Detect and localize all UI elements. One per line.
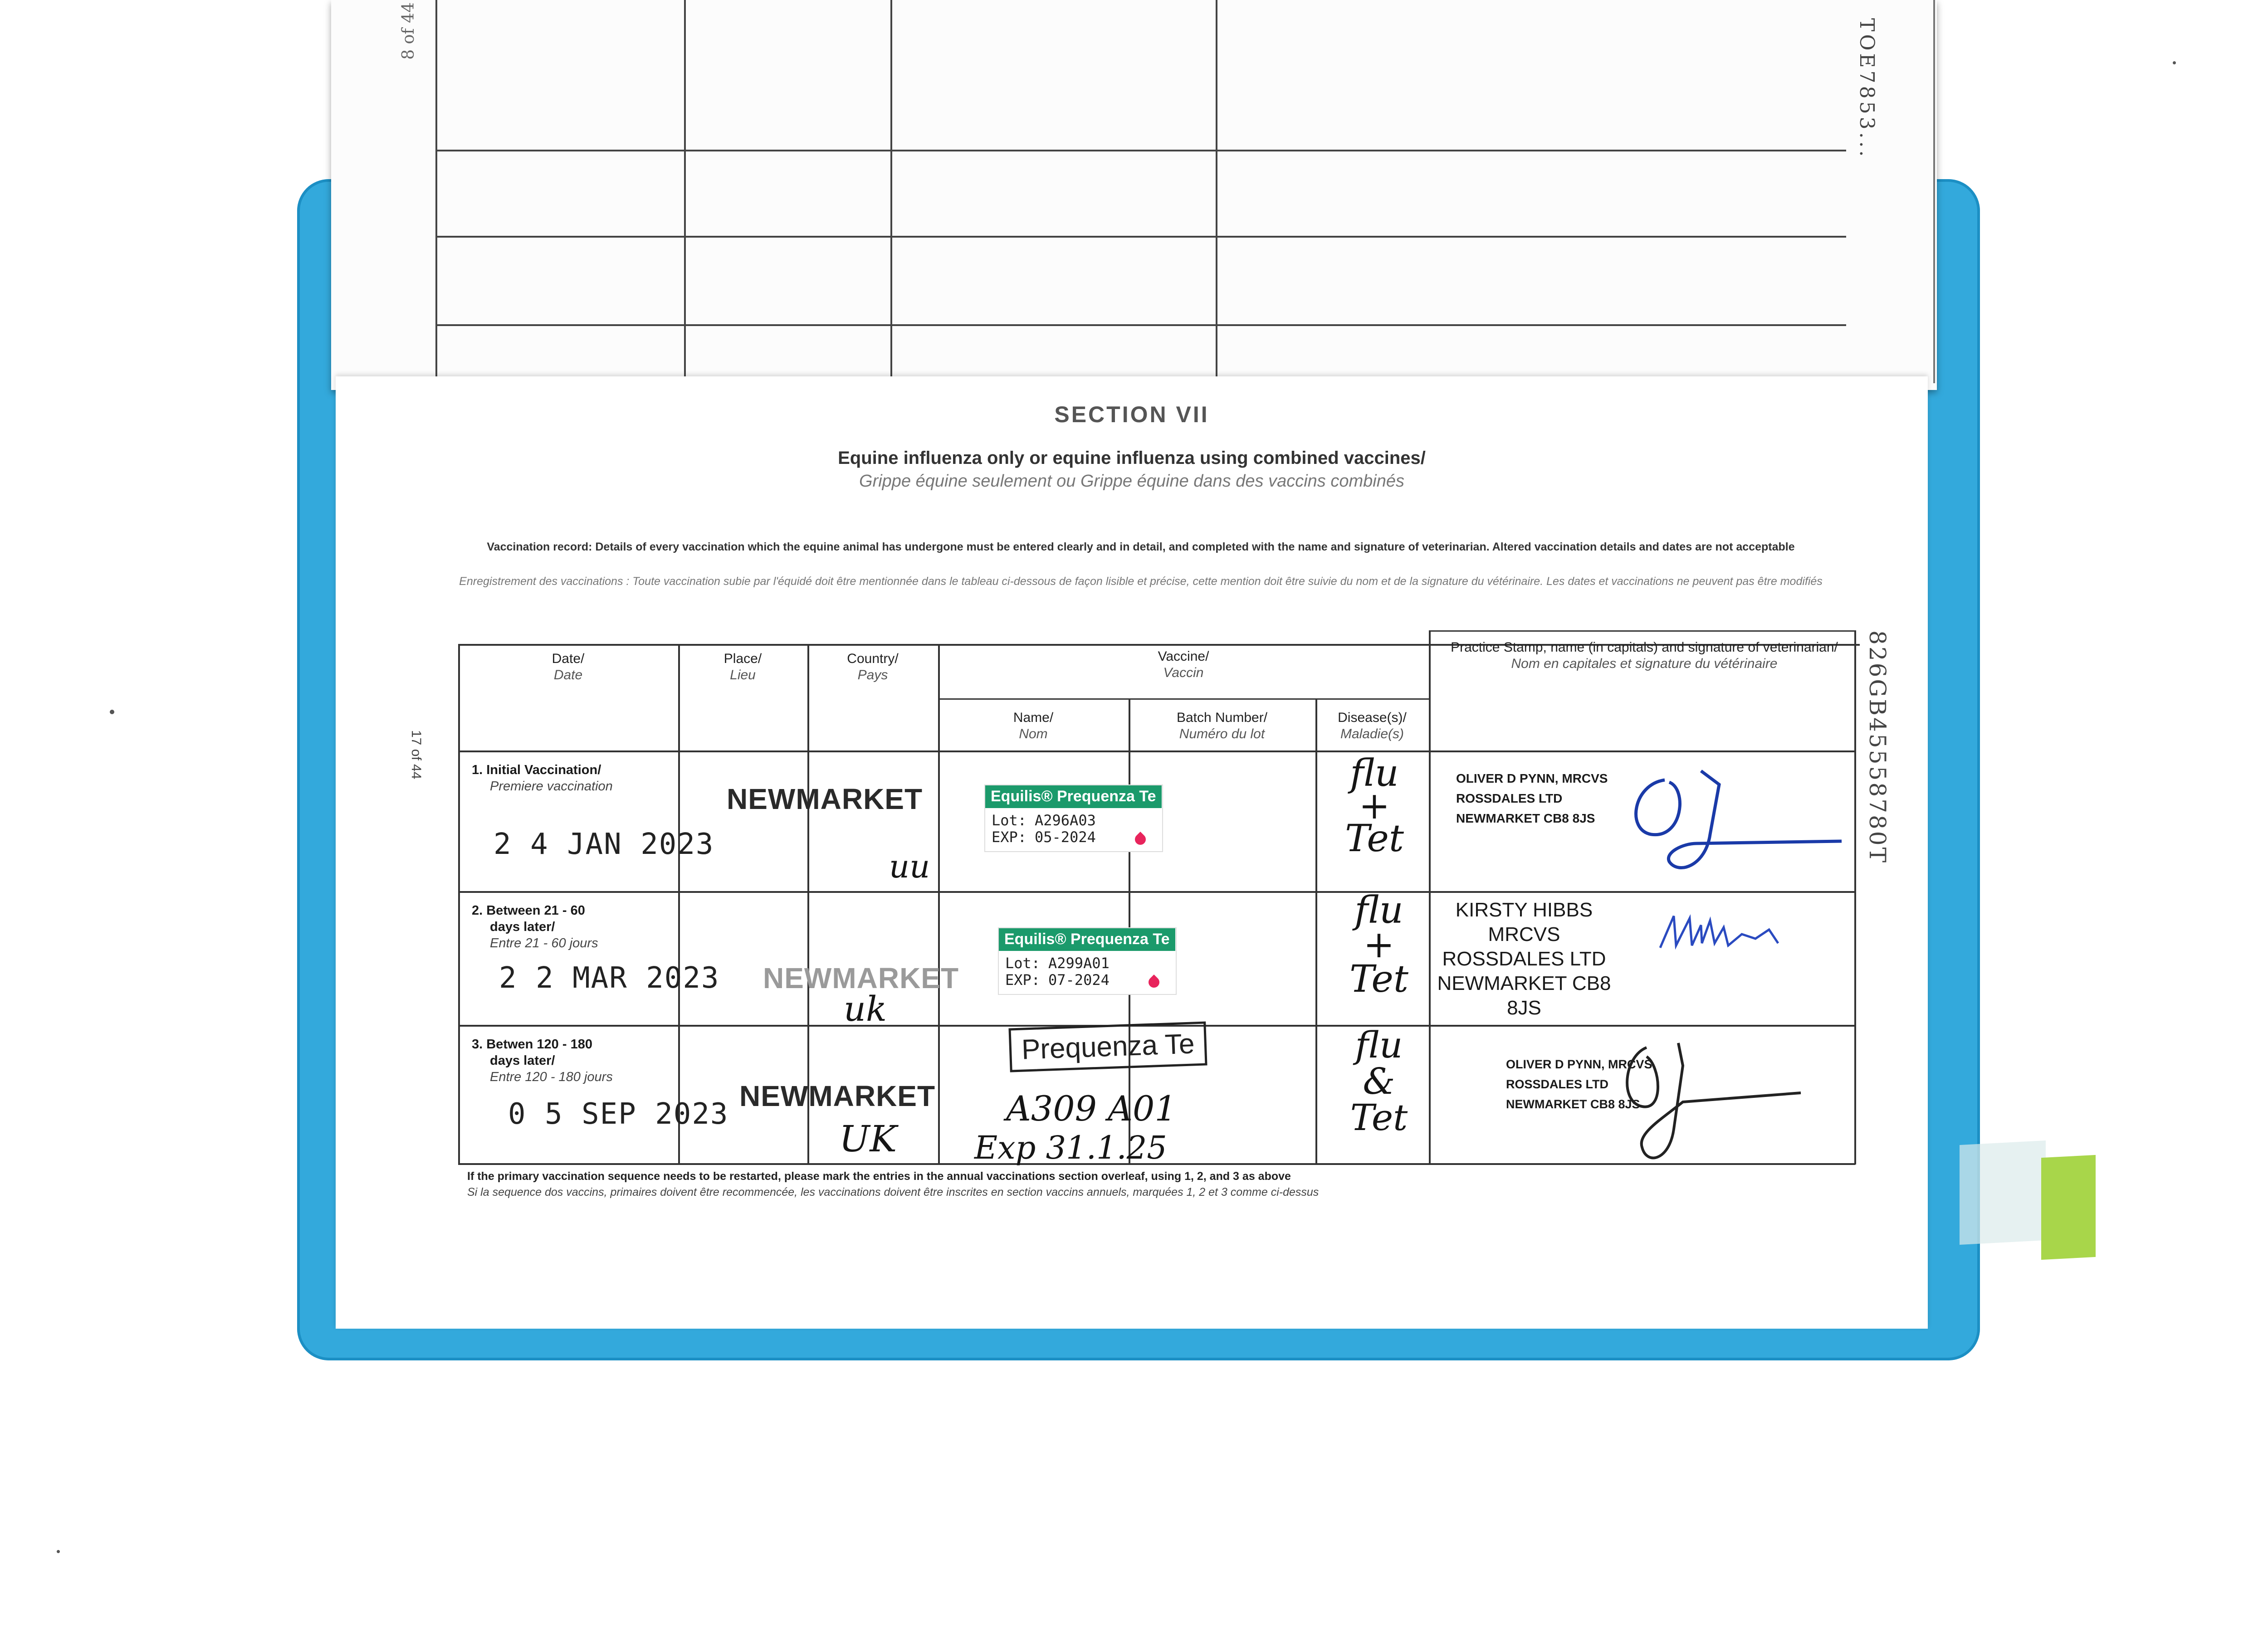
section-subtitle-french: Grippe équine seulement ou Grippe équine dans des vaccins combinés	[859, 472, 1404, 491]
row-2-vaccine-label	[998, 927, 1177, 995]
speck	[2173, 61, 2176, 64]
header-country: Country/ Pays	[847, 651, 899, 682]
row-1-label: 1. Initial Vaccination/ Premiere vaccination	[472, 763, 613, 794]
row-3-vaccine-stamp: Prequenza Te	[1008, 1021, 1207, 1072]
row-3-place-stamp: NEWMARKET	[739, 1080, 936, 1112]
row-1-vet-stamp: OLIVER D PYNN, MRCVS ROSSDALES LTD NEWMARKET CB8 8JS	[1456, 771, 1608, 825]
previous-page	[331, 0, 1937, 390]
section-title: SECTION VII	[1054, 402, 1209, 427]
vaccine-label-exp: EXP: 05-2024	[992, 828, 1096, 846]
row-3-label: 3. Betwen 120 - 180 days later/ Entre 120 - 180 jours	[472, 1037, 613, 1084]
row-3-disease: flu & Tet	[1350, 1024, 1408, 1139]
row-3-batch: A309 A01	[1006, 1088, 1177, 1129]
header-vaccine: Vaccine/ Vaccin	[1158, 649, 1209, 680]
footnote: If the primary vaccination sequence needs to be restarted, please mark the entries in the annual vaccinations section overleaf, using 1, 2, and 3 as above	[467, 1170, 1291, 1183]
row-1-date: 2 4 JAN 2023	[494, 828, 714, 861]
passport-id: 826GB45558780T	[1864, 630, 1891, 864]
page-tab-marker[interactable]	[2041, 1155, 2096, 1260]
row-2-vet-stamp: KIRSTY HIBBS MRCVS ROSSDALES LTD NEWMARKET CB8 8JS	[1437, 899, 1611, 1019]
vaccine-label-brand: Equilis® Prequenza Te	[985, 785, 1162, 808]
vaccine-label-lot: Lot: A296A03	[992, 812, 1096, 829]
row-3-expiry: Exp 31.1.25	[974, 1129, 1167, 1166]
page-tab-clear[interactable]	[1960, 1140, 2046, 1245]
vaccination-record-note: Vaccination record: Details of every vaccination which the equine animal has undergone must be entered clearly and in detail, and completed with the name and signature of veterinarian. Altered vaccination details and dates are not acceptable	[487, 541, 1795, 553]
row-1-signature	[1624, 757, 1851, 889]
speck	[110, 710, 114, 714]
row-3-signature	[1619, 1038, 1810, 1174]
page-number: 17 of 44	[409, 730, 424, 780]
vaccination-page	[336, 376, 1928, 1329]
header-date: Date/ Date	[552, 651, 585, 682]
previous-page-number: 8 of 44	[399, 2, 418, 60]
row-2-disease: flu + Tet	[1349, 889, 1408, 1001]
footnote-french: Si la sequence dos vaccins, primaires doivent être recommencée, les vaccinations doivent être inscrites en section vaccins annuels, marquées 1, 2 et 3 comme ci-dessus	[467, 1186, 1319, 1199]
vaccination-table	[458, 630, 1860, 1166]
vaccine-label-brand: Equilis® Prequenza Te	[999, 928, 1175, 951]
header-name: Name/ Nom	[1013, 710, 1054, 741]
row-3-country: UK	[839, 1118, 897, 1160]
row-1-place-stamp: NEWMARKET	[727, 783, 923, 815]
row-1-country: uu	[889, 848, 930, 885]
row-3-vet-stamp: OLIVER D PYNN, MRCVS ROSSDALES LTD NEWMARKET CB8 8JS	[1506, 1057, 1652, 1111]
vaccine-label-lot: Lot: A299A01	[1005, 955, 1110, 972]
row-2-label: 2. Between 21 - 60 days later/ Entre 21 - 60 jours	[472, 903, 598, 950]
drop-icon	[1146, 975, 1162, 990]
row-3-date: 0 5 SEP 2023	[508, 1097, 729, 1131]
row-1-disease: flu + Tet	[1345, 752, 1404, 860]
header-disease: Disease(s)/ Maladie(s)	[1338, 710, 1407, 741]
row-2-date: 2 2 MAR 2023	[499, 961, 720, 995]
row-2-country: uk	[844, 989, 887, 1029]
vaccine-label-exp: EXP: 07-2024	[1005, 971, 1110, 989]
header-batch: Batch Number/ Numéro du lot	[1176, 710, 1268, 741]
row-2-place-stamp: NEWMARKET	[763, 962, 959, 994]
previous-page-passport-id: TOE7853...	[1855, 18, 1878, 160]
header-place: Place/ Lieu	[723, 651, 762, 682]
speck	[57, 1550, 60, 1553]
drop-icon	[1133, 832, 1148, 847]
previous-page-table	[435, 0, 1846, 383]
header-vet: Practice Stamp, name (in capitals) and signature of veterinarian/ Nom en capitales et signature du vétérinaire	[1451, 640, 1838, 671]
row-2-signature	[1651, 907, 1787, 961]
section-subtitle: Equine influenza only or equine influenza using combined vaccines/	[838, 448, 1426, 468]
row-1-vaccine-label	[984, 785, 1163, 852]
vaccination-record-note-french: Enregistrement des vaccinations : Toute vaccination subie par l'équidé doit être mentionnée dans le tableau ci-dessous de façon lisible et précise, cette mention doit être suivie du nom et de la signature du vétérinaire. Les dates et vaccinations ne peuvent pas être modifiés	[459, 575, 1823, 588]
